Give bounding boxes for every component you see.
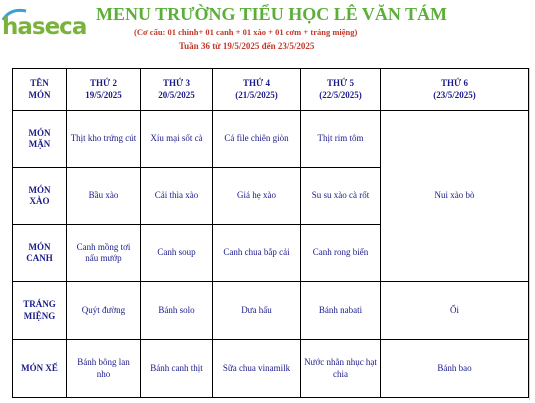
- row-label-soup: MÓN CANH: [13, 225, 67, 282]
- menu-cell: Bánh bao: [381, 340, 529, 398]
- menu-cell: Bánh nabati: [301, 282, 381, 340]
- sheet-divider: [529, 68, 530, 400]
- day-header-mon: THỨ 2 19/5/2025: [67, 69, 141, 111]
- corner-cell: TÊN MÓN: [13, 69, 67, 111]
- friday-merged-cell: Nui xào bò: [381, 111, 529, 282]
- row-label-dessert: TRÁNG MIỆNG: [13, 282, 67, 340]
- row-label-stir-fry: MÓN XÀO: [13, 168, 67, 225]
- week-range: Tuần 36 từ 19/5/2025 đến 23/5/2025: [179, 41, 315, 51]
- day-header-wed: THỨ 4 (21/5/2025): [213, 69, 301, 111]
- menu-cell: Dưa hấu: [213, 282, 301, 340]
- row-label-main-dish: MÓN MẶN: [13, 111, 67, 168]
- menu-cell: Canh rong biển: [301, 225, 381, 282]
- menu-cell: Nước nhãn nhục hạt chia: [301, 340, 381, 398]
- menu-cell: Thịt rim tôm: [301, 111, 381, 168]
- menu-cell: Ổi: [381, 282, 529, 340]
- menu-cell: Bánh canh thịt: [141, 340, 213, 398]
- menu-cell: Sữa chua vinamilk: [213, 340, 301, 398]
- day-header-tue: THỨ 3 20/5/2025: [141, 69, 213, 111]
- menu-cell: Bầu xào: [67, 168, 141, 225]
- logo-text: haseca: [2, 14, 87, 40]
- menu-cell: Cá file chiên giòn: [213, 111, 301, 168]
- menu-table: [12, 68, 529, 398]
- menu-cell: Su su xào cà rốt: [301, 168, 381, 225]
- menu-structure-note: (Cơ cấu: 01 chính+ 01 canh + 01 xào + 01 cơm + tráng miệng): [134, 27, 358, 37]
- menu-cell: Canh soup: [141, 225, 213, 282]
- page-title: MENU TRƯỜNG TIỂU HỌC LÊ VĂN TÁM: [96, 4, 448, 24]
- menu-cell: Giá hẹ xào: [213, 168, 301, 225]
- haseca-logo: [0, 6, 87, 46]
- table-row: [13, 340, 529, 398]
- menu-cell: Quýt đường: [67, 282, 141, 340]
- table-row: [13, 282, 529, 340]
- header-row: [13, 69, 529, 111]
- menu-cell: Bánh bông lan nho: [67, 340, 141, 398]
- menu-cell: Bánh solo: [141, 282, 213, 340]
- menu-cell: Thịt kho trứng cút: [67, 111, 141, 168]
- menu-cell: Canh chua bắp cải: [213, 225, 301, 282]
- table-row: [13, 111, 529, 168]
- menu-cell: Cải thìa xào: [141, 168, 213, 225]
- day-header-fri: THỨ 6 (23/5/2025): [381, 69, 529, 111]
- day-header-thu: THỨ 5 (22/5/2025): [301, 69, 381, 111]
- row-label-afternoon-snack: MÓN XẾ: [13, 340, 67, 398]
- menu-cell: Xíu mại sốt cà: [141, 111, 213, 168]
- menu-cell: Canh mồng tơi nấu mướp: [67, 225, 141, 282]
